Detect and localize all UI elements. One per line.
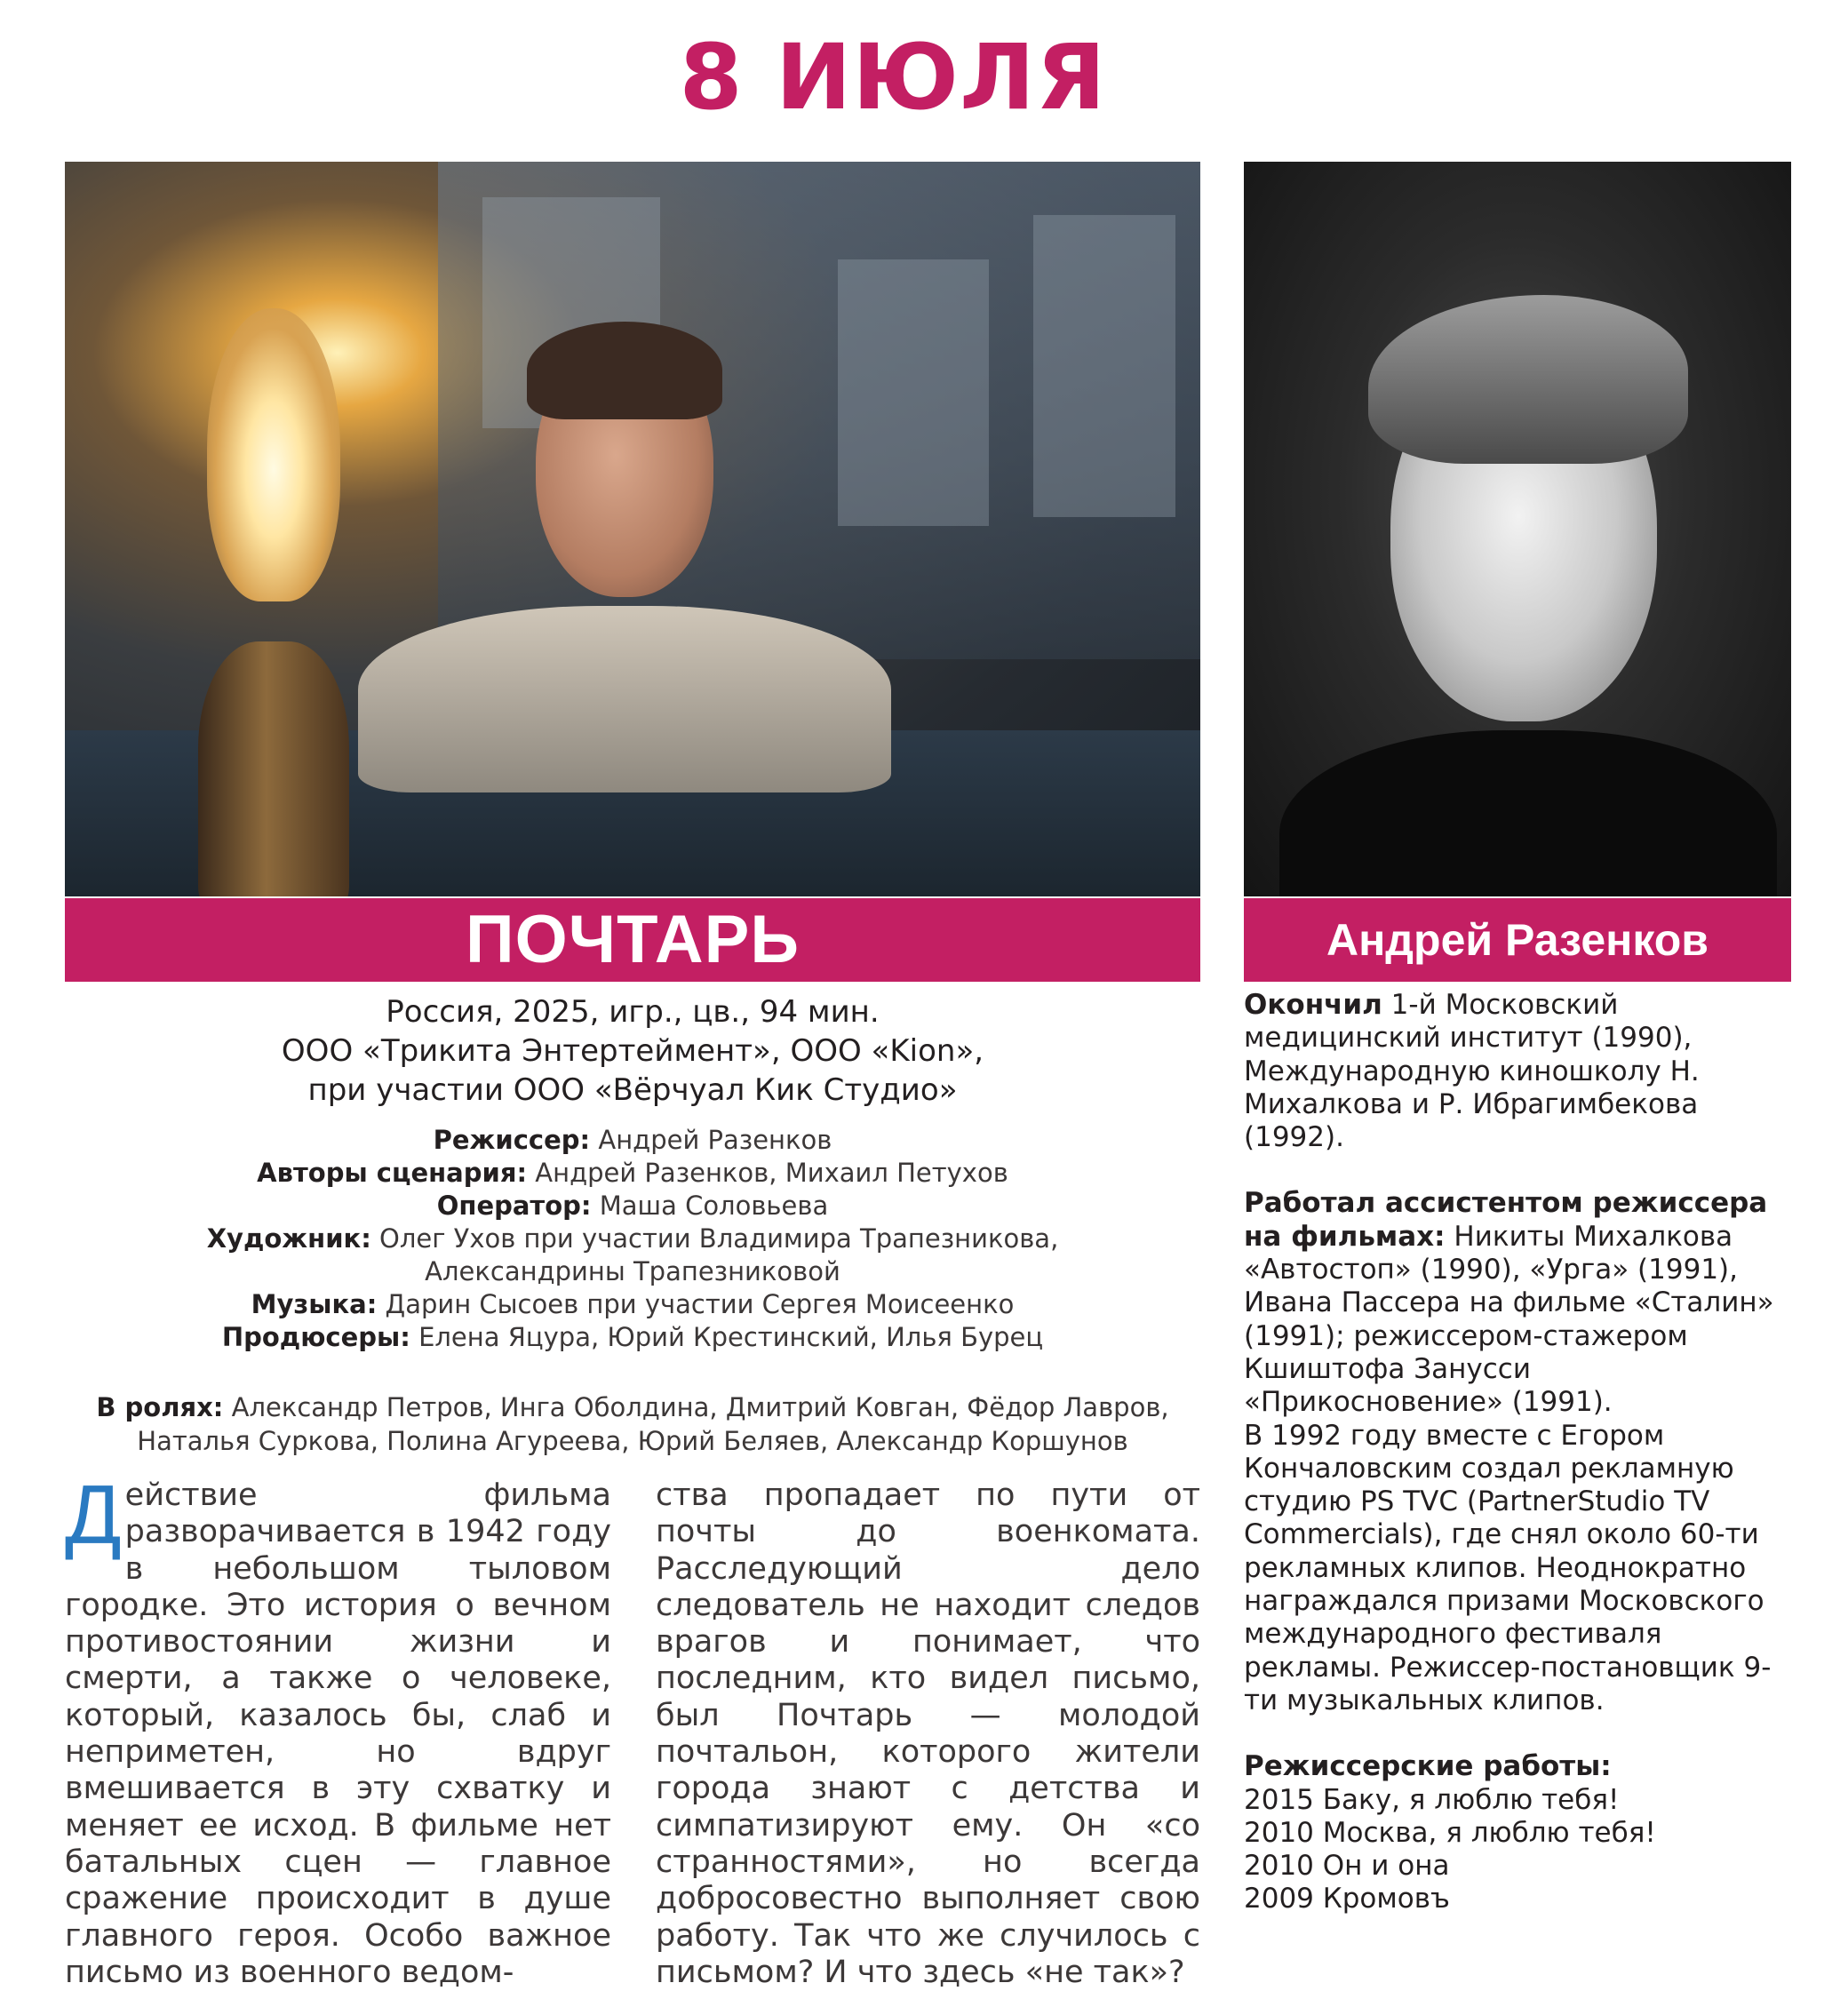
synopsis-column-1 xyxy=(65,1468,611,1991)
film-title: ПОЧТАРЬ xyxy=(65,898,1200,982)
oil-lamp-base xyxy=(198,641,349,896)
film-meta-line: Россия, 2025, игр., цв., 94 мин. xyxy=(386,994,880,1030)
synopsis-text: ействие фильма разворачивается в 1942 году в небольшом тыловом городке. Это история о вечном противостоянии жизни и смерти, а также о человеке, который, казалось бы, слаб и неприметен, но вдруг вмешивается в эту схватку и меняет ее исход. В фильме нет батальных сцен — главное сражение происходит в душе главного героя. Особо важное письмо из военного ведом- xyxy=(65,1477,611,1990)
portrait-sweater xyxy=(1279,730,1777,896)
bio-work-item: 2010 Он и она xyxy=(1244,1850,1450,1883)
credit-label: Авторы сценария: xyxy=(257,1158,528,1188)
bio-label: Работал ассистентом режиссера на фильмах: xyxy=(1244,1187,1768,1253)
credit-value: Андрей Разенков xyxy=(590,1125,832,1155)
page-date-title: 8 ИЮЛЯ xyxy=(679,25,1107,131)
credit-producers xyxy=(65,1321,1200,1354)
credit-operator xyxy=(65,1190,1200,1222)
bio-education xyxy=(1244,989,1791,1154)
credit-label: Продюсеры: xyxy=(221,1322,410,1352)
bio-label: Окончил xyxy=(1244,989,1382,1021)
bio-works-label: Режиссерские работы: xyxy=(1244,1750,1612,1783)
wall-paper xyxy=(1033,215,1175,517)
film-meta xyxy=(65,992,1200,1110)
credit-writers xyxy=(65,1157,1200,1190)
bio-text: 1-й Московский медицинский институт (1990), Международную киношколу Н. Михалкова и Р. Ибрагимбекова (1992). xyxy=(1244,989,1700,1154)
director-bio xyxy=(1244,989,1791,1916)
cast-line: Наталья Суркова, Полина Агуреева, Юрий Беляев, Александр Коршунов xyxy=(137,1426,1128,1456)
cast-label: В ролях: xyxy=(96,1392,224,1422)
film-credits xyxy=(65,1124,1200,1354)
credit-value: Елена Яцура, Юрий Крестинский, Илья Бурец xyxy=(410,1322,1044,1352)
bio-studio: В 1992 году вместе с Егором Кончаловским создал рекламную студию PS TVC (PartnerStudio TV Commercials), где снял около 60-ти рекламных клипов. Неоднократно награждался призами Московского международного фестиваля рекламы. Режиссер-постановщик 9-ти музыкальных клипов. xyxy=(1244,1419,1772,1716)
cast-line xyxy=(65,1390,1200,1424)
credit-label: Художник: xyxy=(206,1223,371,1254)
credit-label: Музыка: xyxy=(251,1289,378,1319)
synopsis-text: ства пропадает по пути от почты до военкомата. Расследующий дело следователь не находит следов врагов и понимает, что последним, кто видел письмо, был Почтарь — молодой почтальон, которого жители города знают с детства и симпатизируют ему. Он «со странностями», но всегда добросовестно выполняет свою работу. Так что же случилось с письмом? И что здесь «не так»? xyxy=(656,1477,1200,1990)
credit-music xyxy=(65,1288,1200,1321)
credit-artist-cont: Александрины Трапезниковой xyxy=(425,1256,840,1286)
credit-label: Оператор: xyxy=(436,1191,592,1221)
film-meta-line: ООО «Трикита Энтертеймент», ООО «Kion», xyxy=(281,1033,984,1069)
man-arms xyxy=(358,606,891,792)
bio-work-item: 2015 Баку, я люблю тебя! xyxy=(1244,1783,1620,1816)
bio-work-item: 2009 Кромовъ xyxy=(1244,1883,1450,1915)
man-hair xyxy=(527,322,722,419)
bio-assistant xyxy=(1244,1187,1791,1419)
bio-work-item: 2010 Москва, я люблю тебя! xyxy=(1244,1816,1656,1849)
cast-value: Александр Петров, Инга Оболдина, Дмитрий Ковган, Фёдор Лавров, xyxy=(223,1392,1169,1422)
portrait-hair xyxy=(1368,295,1688,464)
synopsis-column-2 xyxy=(656,1477,1200,1991)
drop-cap: Д xyxy=(65,1468,122,1561)
credit-value: Дарин Сысоев при участии Сергея Моисеенко xyxy=(377,1289,1015,1319)
director-name: Андрей Разенков xyxy=(1244,898,1791,982)
bio-text: Никиты Михалкова «Автостоп» (1990), «Урга» (1991), Ивана Пассера на фильме «Сталин» (1991); режиссером-стажером Кшиштофа Занусси «Прикосновение» (1991). xyxy=(1244,1220,1774,1419)
credit-artist xyxy=(65,1222,1200,1255)
credit-value: Олег Ухов при участии Владимира Трапезникова, xyxy=(370,1223,1059,1254)
credit-label: Режиссер: xyxy=(433,1125,591,1155)
film-cast xyxy=(65,1390,1200,1458)
film-meta-line: при участии ООО «Вёрчуал Кик Студио» xyxy=(307,1072,958,1108)
director-portrait-image xyxy=(1244,162,1791,896)
credit-value: Маша Соловьева xyxy=(591,1191,829,1221)
wall-paper xyxy=(838,259,989,526)
credit-value: Андрей Разенков, Михаил Петухов xyxy=(527,1158,1008,1188)
film-still-image xyxy=(65,162,1200,896)
oil-lamp-glass xyxy=(207,308,340,601)
credit-director xyxy=(65,1124,1200,1157)
